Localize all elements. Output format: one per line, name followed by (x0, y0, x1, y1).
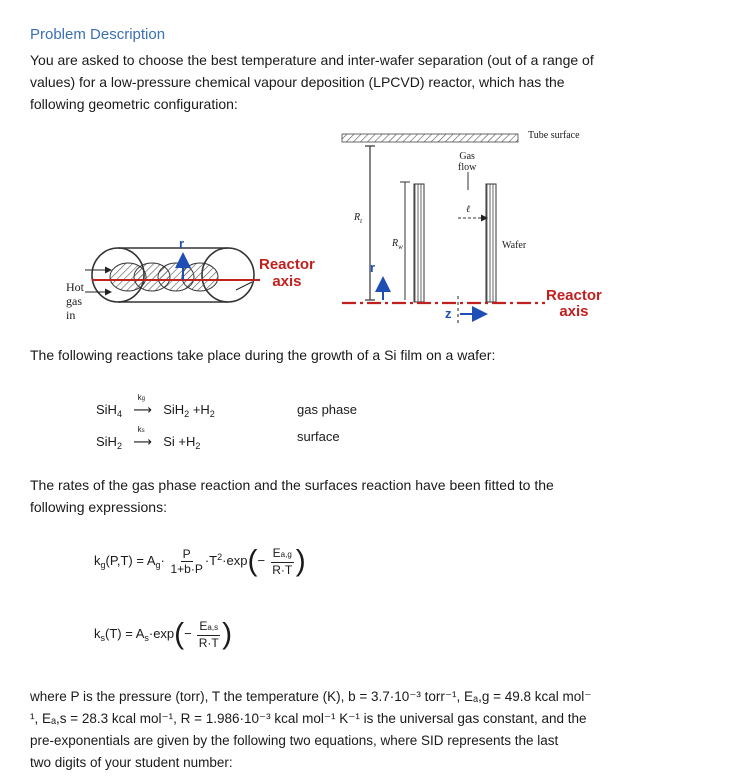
r-axis-label: r (370, 260, 376, 275)
reactor-figure (0, 120, 736, 335)
eq-dot: · (160, 552, 165, 568)
hot-gas-label (66, 280, 84, 322)
where-paragraph (30, 686, 710, 774)
rw-subscript: w (398, 243, 403, 251)
eq-symbol: k (94, 625, 101, 641)
product-subscript: 2 (209, 409, 215, 419)
where-line: where P is the pressure (torr), T the temperature (K), b = 3.7·10⁻³ torr⁻¹, Eₐ,g = 49.8 kcal mol⁻ (30, 689, 592, 704)
energy-subscript: a,s (207, 623, 219, 632)
wafer-label: Wafer (502, 240, 527, 251)
tube-sketch (85, 248, 260, 302)
right-paren: ) (222, 617, 233, 651)
eq-symbol: k (94, 552, 101, 568)
intro-line: You are asked to choose the best temperature and inter-wafer separation (out of a range of (30, 52, 594, 68)
reactant: SiH (96, 402, 117, 417)
eq-subscript: g (155, 559, 161, 570)
rw-label (392, 238, 403, 251)
reaction-arrow: ks ⟶ (133, 425, 152, 449)
eq-temp: ·T (204, 552, 218, 568)
reactor-axis-label (259, 256, 315, 290)
plus-sign: + (192, 402, 201, 417)
fraction-denominator: 1+b·P (170, 562, 203, 576)
fraction-numerator (271, 546, 294, 563)
product: SiH (163, 402, 185, 417)
spacing-label: ℓ (466, 204, 471, 215)
eq-subscript: s (100, 632, 105, 643)
pressure-fraction (170, 547, 202, 576)
eq-superscript: 2 (217, 551, 223, 562)
phase-label: surface (297, 429, 340, 444)
reaction-arrow: kg ⟶ (133, 393, 152, 417)
reactant: SiH (96, 434, 117, 449)
eq-exp: ·exp (148, 625, 175, 641)
reactor-diagram (0, 120, 736, 335)
rate-constant: k (137, 425, 142, 434)
hot-gas-label-line: gas (66, 294, 82, 308)
plus-sign: + (178, 434, 186, 449)
reactor-axis-label-line: axis (272, 273, 302, 290)
eq-subscript: s (144, 632, 149, 643)
reaction-row (96, 393, 215, 428)
right-paren: ) (295, 544, 306, 578)
r-axis-label: r (179, 236, 185, 251)
fraction-numerator (197, 619, 220, 636)
intro-line: values) for a low-pressure chemical vapour deposition (LPCVD) reactor, which has the (30, 74, 565, 90)
intro-paragraph (30, 49, 710, 115)
problem-heading: Problem Description (30, 26, 166, 43)
equation-kg (94, 546, 306, 577)
rt-subscript: t (360, 217, 363, 225)
rate-constant: k (137, 393, 142, 402)
rt-label (354, 212, 362, 225)
product-subscript: 2 (184, 409, 190, 419)
fraction-numerator: P (182, 547, 191, 561)
fraction-denominator: R·T (198, 636, 219, 650)
reactant-subscript: 2 (116, 441, 122, 451)
product: H (200, 402, 210, 417)
exponent-fraction (197, 619, 220, 650)
reactant-subscript: 4 (116, 409, 122, 419)
exponent-fraction (271, 546, 294, 577)
eq-args: (T) = A (105, 625, 145, 641)
reaction-list (96, 393, 215, 460)
energy-symbol: E (199, 619, 208, 633)
gas-flow-label-line: Gas (459, 151, 475, 162)
product: Si (163, 434, 175, 449)
reaction-phases (297, 396, 357, 450)
reactor-axis-label-line: Reactor (546, 287, 602, 304)
left-paren: ( (247, 544, 258, 578)
reactions-intro: The following reactions take place during the growth of a Si film on a wafer: (30, 347, 496, 363)
equation-ks (94, 619, 232, 650)
energy-symbol: E (272, 546, 281, 560)
reactor-axis-label-line: Reactor (259, 256, 315, 273)
tube-surface-label: Tube surface (528, 130, 580, 141)
rate-constant-subscript: g (141, 396, 145, 402)
cross-section (342, 134, 545, 325)
where-line: pre-exponentials are given by the following two equations, where SID represents the last (30, 733, 559, 748)
gas-flow-label-line: flow (458, 162, 477, 173)
intro-line: following geometric configuration: (30, 96, 238, 112)
z-axis-label: z (445, 306, 452, 321)
eq-args: (P,T) = A (105, 552, 156, 568)
fraction-denominator: R·T (272, 563, 293, 577)
reaction-row (96, 425, 215, 460)
product: H (186, 434, 196, 449)
phase-label: gas phase (297, 402, 357, 417)
rate-constant-subscript: s (141, 428, 145, 434)
rw-symbol: R (392, 238, 399, 249)
rt-symbol: R (354, 212, 361, 223)
where-line: two digits of your student number: (30, 755, 233, 770)
eq-minus: − (184, 625, 192, 641)
eq-minus: − (257, 552, 266, 568)
gas-flow-label (458, 151, 476, 173)
hot-gas-label-line: in (66, 308, 76, 322)
where-line: ¹, Eₐ,s = 28.3 kcal mol⁻¹, R = 1.986·10⁻³ kcal mol⁻¹ K⁻¹ is the universal gas constant, and the (30, 711, 587, 726)
reactor-axis-label-line: axis (559, 303, 589, 320)
eq-exp: ·exp (222, 552, 248, 568)
reactor-axis-label-right (546, 288, 602, 320)
left-paren: ( (174, 617, 185, 651)
rates-intro-line: following expressions: (30, 499, 167, 515)
rates-intro-line: The rates of the gas phase reaction and the surfaces reaction have been fitted to the (30, 477, 554, 493)
energy-subscript: a,g (280, 550, 292, 559)
rates-intro (30, 474, 710, 518)
product-subscript: 2 (195, 441, 201, 451)
hot-gas-label-line: Hot (66, 280, 84, 294)
eq-subscript: g (100, 559, 106, 570)
